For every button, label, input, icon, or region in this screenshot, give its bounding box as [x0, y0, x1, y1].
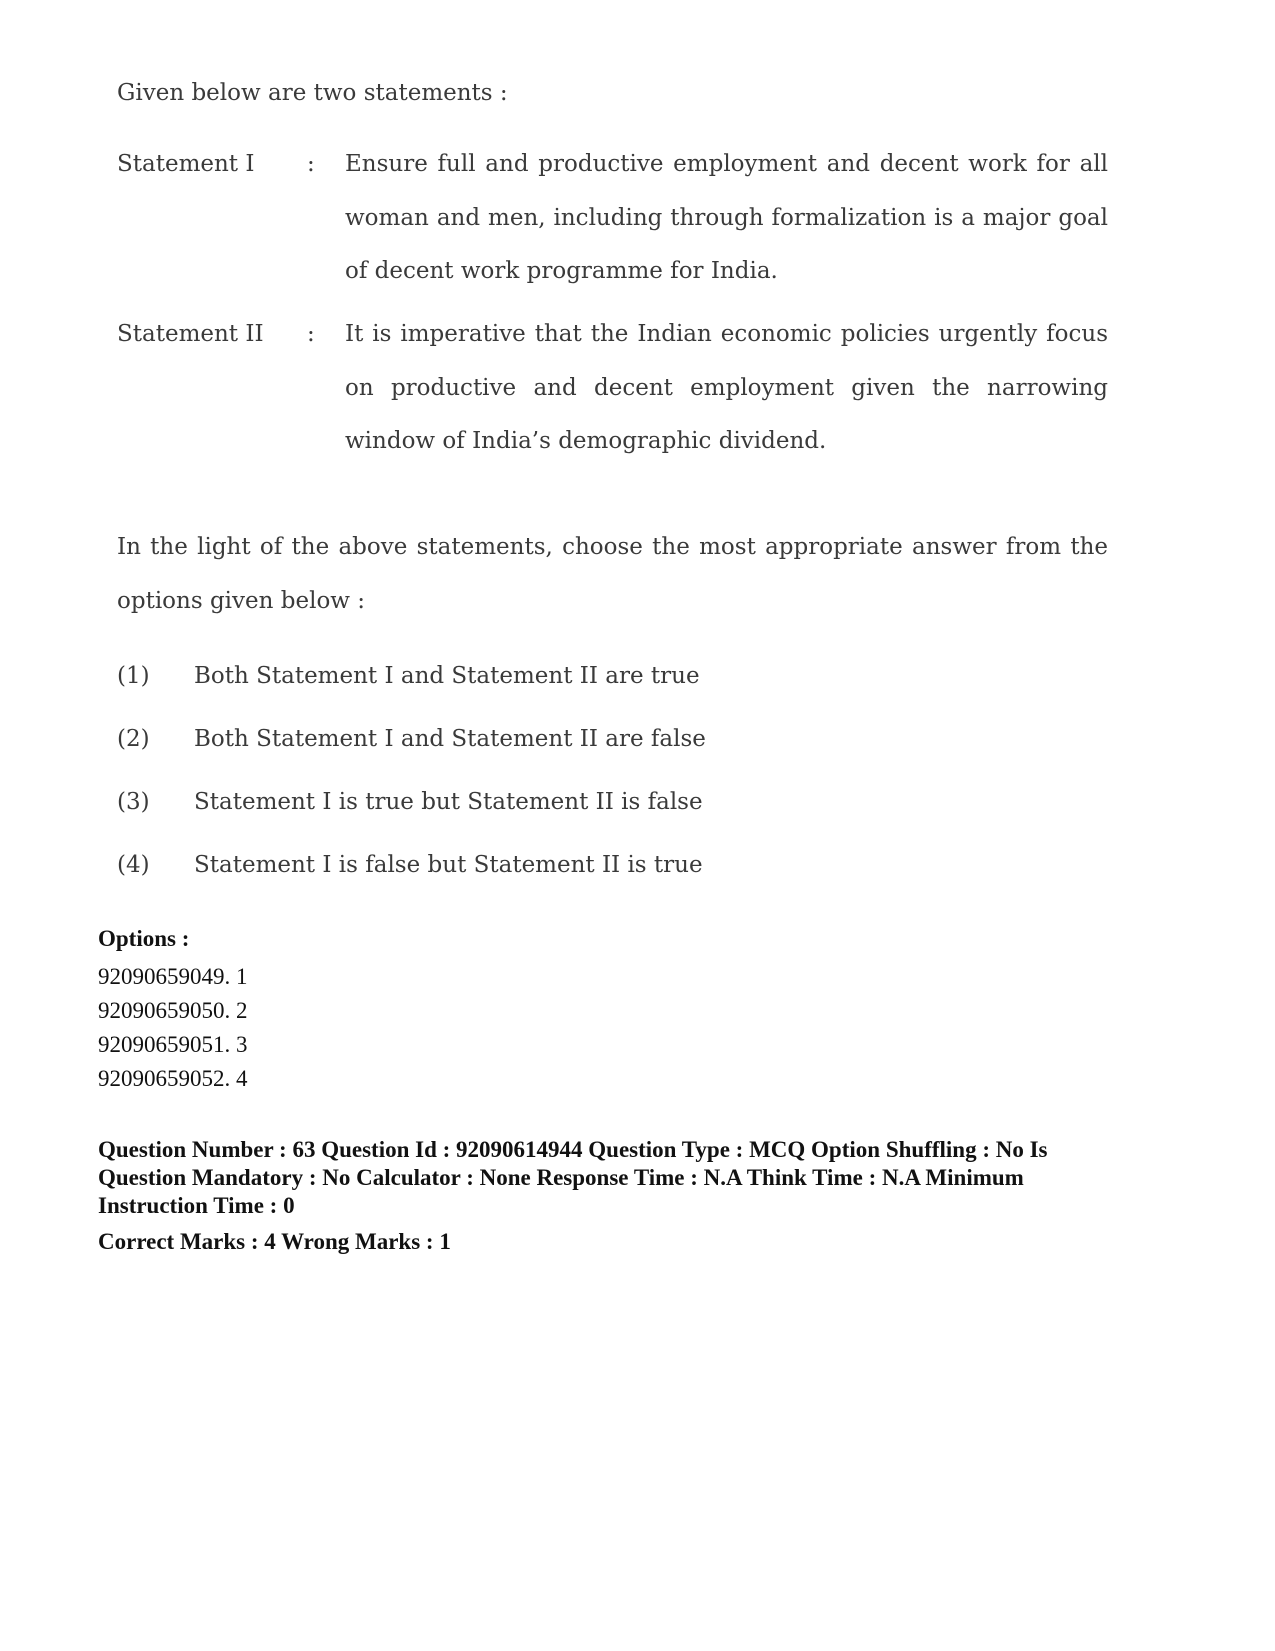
choice-text: Both Statement I and Statement II are true [194, 663, 700, 689]
choice-number: (1) [117, 663, 150, 689]
statement-2-label: Statement II [117, 321, 264, 347]
choice-text: Statement I is false but Statement II is true [194, 852, 703, 878]
question-marks: Correct Marks : 4 Wrong Marks : 1 [98, 1229, 451, 1254]
option-item: 92090659051. 3 [98, 1032, 248, 1057]
option-item: 92090659052. 4 [98, 1066, 248, 1091]
question-intro: Given below are two statements : [117, 80, 508, 106]
choice-number: (3) [117, 789, 150, 815]
options-heading: Options : [98, 926, 190, 951]
statement-1-label: Statement I [117, 151, 255, 177]
choice-text: Statement I is true but Statement II is false [194, 789, 703, 815]
statement-1-separator: : [307, 151, 315, 177]
option-item: 92090659050. 2 [98, 998, 248, 1023]
question-prompt: In the light of the above statements, choose the most appropriate answer from the options given below : [117, 534, 1108, 614]
choice-number: (4) [117, 852, 150, 878]
statement-2-separator: : [307, 321, 315, 347]
question-meta: Question Number : 63 Question Id : 92090614944 Question Type : MCQ Option Shuffling : No Is Question Mandatory : No Calculator : None Response Time : N.A Think Time : N.A Minimum Instruction Time : 0 [98, 1137, 1048, 1218]
choice-text: Both Statement I and Statement II are false [194, 726, 706, 752]
statement-1-text: Ensure full and productive employment and decent work for all woman and men, including through formalization is a major goal of decent work programme for India. [345, 151, 1108, 284]
option-item: 92090659049. 1 [98, 964, 248, 989]
options-list [98, 960, 248, 1096]
statement-2-text: It is imperative that the Indian economic policies urgently focus on productive and decent employment given the narrowing window of India’s demographic dividend. [345, 321, 1108, 454]
choice-number: (2) [117, 726, 150, 752]
